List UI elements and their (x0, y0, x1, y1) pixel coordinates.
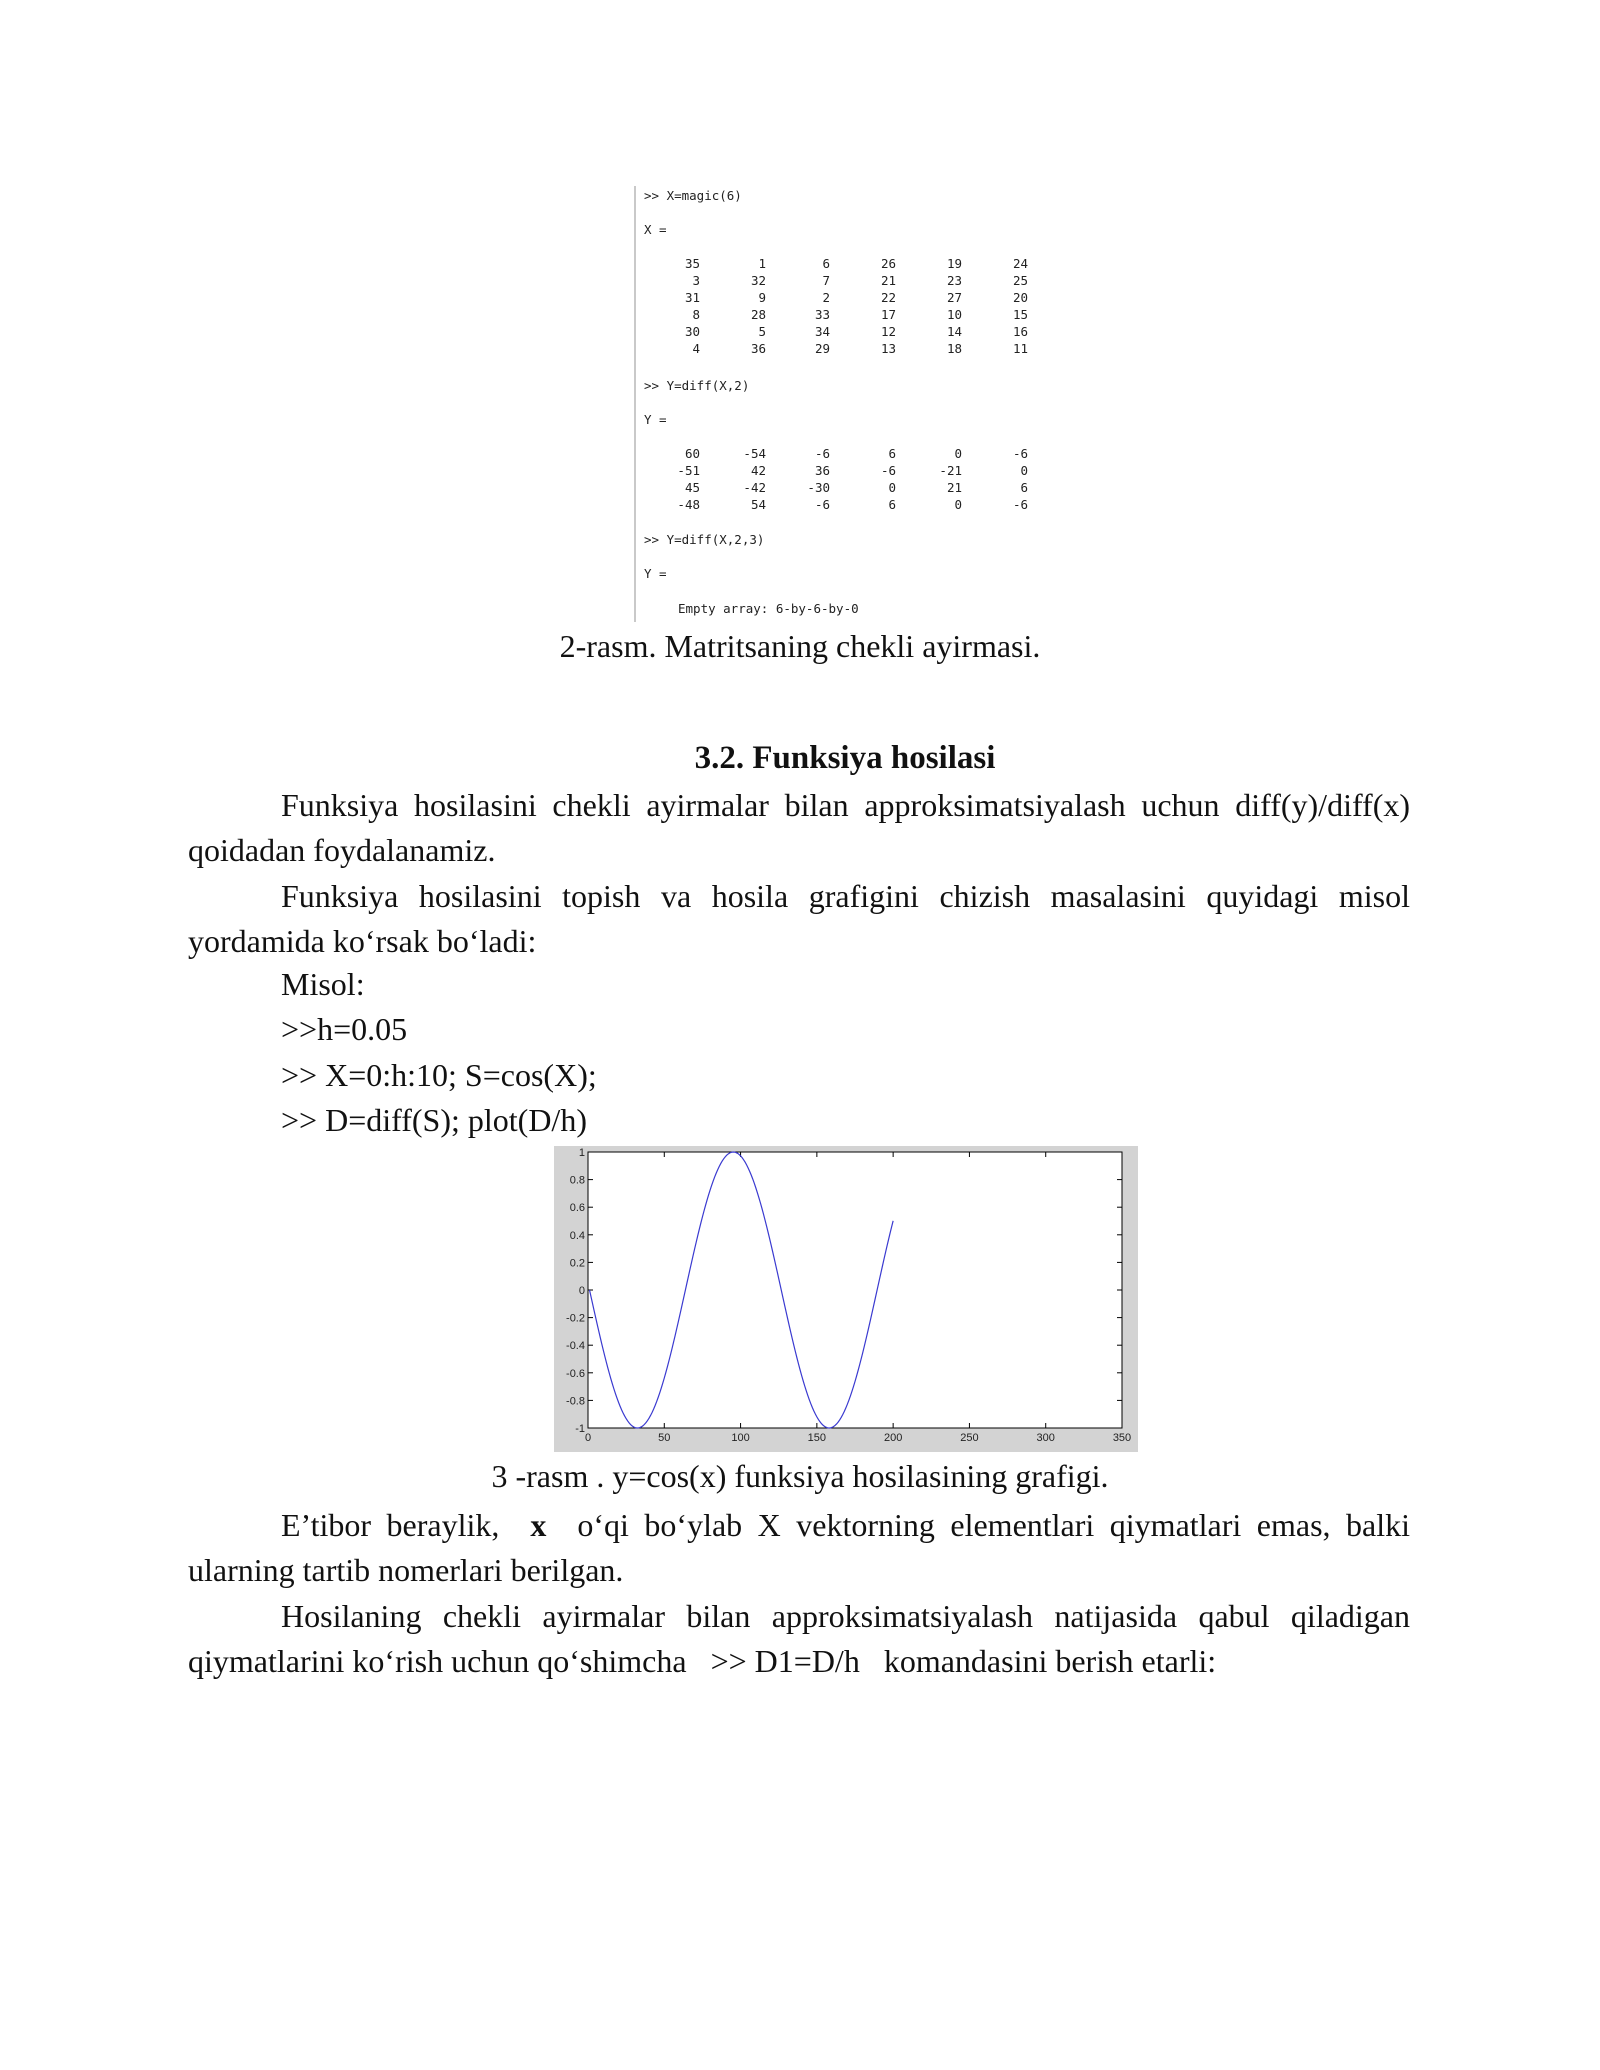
matrix-cell: 24 (1012, 256, 1028, 271)
matrix-cell: 14 (946, 324, 962, 339)
paragraph-3-text-a: E’tibor beraylik, (281, 1507, 500, 1543)
matrix-cell: 35 (684, 256, 700, 271)
matrix-cell: 3 (692, 273, 700, 288)
matrix-cell: -6 (880, 463, 896, 478)
matrix-cell: 8 (692, 307, 700, 322)
matrix-cell: 6 (888, 497, 896, 512)
matrix-cell: 23 (946, 273, 962, 288)
code-line-2: >> X=0:h:10; S=cos(X); (281, 1057, 597, 1093)
matrix-cell: 5 (758, 324, 766, 339)
x-tick-label: 100 (731, 1432, 750, 1444)
matrix-cell: 22 (880, 290, 896, 305)
console-command: >> Y=diff(X,2,3) (644, 532, 765, 547)
matrix-cell: 54 (750, 497, 766, 512)
matrix-cell: 13 (880, 341, 896, 356)
paragraph-2 (188, 874, 1410, 964)
matrix-cell: -6 (814, 446, 830, 461)
paragraph-4-command: >> D1=D/h (710, 1643, 860, 1679)
matrix-cell: 9 (758, 290, 766, 305)
paragraph-3 (188, 1503, 1410, 1593)
matrix-cell: -51 (677, 463, 700, 478)
matrix-cell: 20 (1012, 290, 1028, 305)
matrix-cell: 7 (822, 273, 830, 288)
y-tick-label: 1 (578, 1147, 585, 1159)
paragraph-1-text: Funksiya hosilasini chekli ayirmalar bilan approksimatsiyalash uchun diff(y)/diff(x) qoidadan foydalanamiz. (188, 787, 1410, 868)
matrix-cell: 0 (888, 480, 896, 495)
matrix-cell: 17 (880, 307, 896, 322)
matrix-cell: 12 (880, 324, 896, 339)
matrix-cell: 11 (1012, 341, 1028, 356)
paragraph-1 (188, 783, 1410, 873)
y-tick-label: -0.4 (566, 1340, 585, 1353)
paragraph-4-text-c: komandasini berish etarli: (883, 1643, 1217, 1679)
y-tick-label: 0.4 (569, 1229, 585, 1242)
y-tick-label: 0.8 (569, 1174, 585, 1187)
x-tick-label: 200 (883, 1432, 903, 1444)
code-line-1: >>h=0.05 (281, 1011, 408, 1047)
matrix-cell: -6 (1012, 446, 1028, 461)
matrix-cell: 21 (880, 273, 896, 288)
x-tick-label: 50 (658, 1432, 671, 1444)
matrix-cell: 36 (814, 463, 830, 478)
matrix-cell: 15 (1012, 307, 1028, 322)
matrix-cell: 28 (750, 307, 766, 322)
matrix-cell: 6 (888, 446, 896, 461)
console-command: >> X=magic(6) (644, 188, 742, 203)
matrix-cell: -54 (743, 446, 766, 461)
x-tick-label: 250 (960, 1432, 979, 1444)
y-tick-label: 0.2 (569, 1257, 585, 1270)
y-tick-label: 0.6 (569, 1202, 585, 1215)
console-var-label: X = (644, 222, 667, 237)
matrix-cell: 45 (684, 480, 700, 495)
matrix-cell: 21 (946, 480, 962, 495)
matrix-cell: 0 (954, 497, 962, 512)
y-tick-label: -1 (575, 1423, 585, 1435)
matrix-cell: -30 (807, 480, 830, 495)
console-var-label: Y = (644, 566, 667, 581)
matlab-console-figure (634, 186, 1056, 622)
matrix-cell: 0 (1020, 463, 1028, 478)
paragraph-4-text-a: Hosilaning chekli ayirmalar bilan approksimatsiyalash natijasida qabul qiladigan qiymatlarini ko‘rish uchun qo‘shimcha (188, 1598, 1410, 1679)
matrix-cell: 19 (946, 256, 962, 271)
paragraph-3-bold-x: x (530, 1507, 547, 1543)
y-tick-label: -0.6 (566, 1367, 585, 1380)
matrix-cell: -6 (1012, 497, 1028, 512)
matrix-cell: 42 (750, 463, 766, 478)
x-tick-label: 300 (1036, 1432, 1055, 1444)
matrix-cell: 18 (946, 341, 962, 356)
matrix-cell: 25 (1012, 273, 1028, 288)
matrix-cell: 0 (954, 446, 962, 461)
matrix-cell: 6 (822, 256, 830, 271)
figure-caption-3: 3 -rasm . y=cos(x) funksiya hosilasining grafigi. (491, 1458, 1109, 1494)
matrix-cell: 26 (880, 256, 896, 271)
y-tick-label: -0.8 (566, 1395, 585, 1408)
y-tick-label: -0.2 (566, 1312, 585, 1325)
matrix-cell: 2 (822, 290, 830, 305)
matrix-cell: 60 (684, 446, 700, 461)
matrix-cell: 6 (1020, 480, 1028, 495)
matrix-cell: 29 (814, 341, 830, 356)
paragraph-3-text-c: o‘qi bo‘ylab X vektorning elementlari qiymatlari emas, balki ularning tartib nomerlari berilgan. (188, 1507, 1411, 1588)
matrix-cell: 1 (758, 256, 766, 271)
matrix-cell: 33 (814, 307, 830, 322)
matrix-cell: 31 (684, 290, 700, 305)
plot-area (588, 1152, 1122, 1428)
matrix-cell: -42 (743, 480, 766, 495)
derivative-plot (554, 1146, 1138, 1452)
matrix-cell: -21 (939, 463, 962, 478)
matrix-cell: 32 (750, 273, 766, 288)
x-tick-label: 350 (1112, 1432, 1132, 1444)
console-var-label: Y = (644, 412, 667, 427)
matrix-cell: -6 (814, 497, 830, 512)
figure-caption-2: 2-rasm. Matritsaning chekli ayirmasi. (559, 628, 1041, 664)
paragraph-4 (188, 1594, 1410, 1684)
x-tick-label: 0 (584, 1432, 592, 1444)
matrix-cell: 16 (1012, 324, 1028, 339)
example-label: Misol: (281, 966, 365, 1002)
console-command: >> Y=diff(X,2) (644, 378, 750, 393)
console-empty-result: Empty array: 6-by-6-by-0 (678, 601, 859, 616)
matrix-cell: 34 (814, 324, 830, 339)
code-line-3: >> D=diff(S); plot(D/h) (281, 1102, 587, 1138)
x-tick-label: 150 (807, 1432, 827, 1444)
matrix-cell: -48 (677, 497, 700, 512)
paragraph-2-text: Funksiya hosilasini topish va hosila grafigini chizish masalasini quyidagi misol yordamida ko‘rsak bo‘ladi: (188, 878, 1410, 959)
matrix-cell: 30 (684, 324, 700, 339)
matrix-cell: 4 (692, 341, 700, 356)
section-heading: 3.2. Funksiya hosilasi (694, 740, 996, 776)
matrix-cell: 27 (946, 290, 962, 305)
matrix-cell: 36 (750, 341, 766, 356)
matrix-cell: 10 (946, 307, 962, 322)
y-tick-label: 0 (578, 1285, 585, 1297)
